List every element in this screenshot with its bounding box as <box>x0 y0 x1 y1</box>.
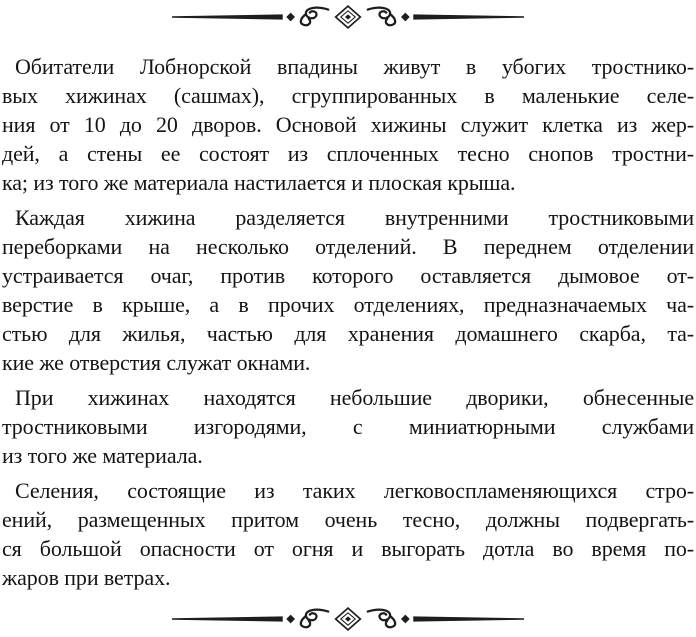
text-line: жаров при ветрах. <box>2 565 171 590</box>
paragraph-3 <box>2 383 694 470</box>
text-line: ка; из того же материала настилается и плоская крыша. <box>2 170 516 195</box>
paragraph-2 <box>2 203 694 377</box>
fleuron-divider-icon <box>170 4 526 30</box>
text-line: ния от 10 до 20 дворов. Основой хижины служит клетка из жер- <box>2 112 694 137</box>
text-line: устраивается очаг, против которого оставляется дымовое от- <box>2 263 694 288</box>
fleuron-divider-icon <box>170 606 526 632</box>
text-line: вых хижинах (сашмах), сгруппированных в маленькие селе- <box>2 83 694 108</box>
text-line: Селения, состоящие из таких легковоспламеняющихся стро- <box>15 478 694 503</box>
paragraph-1 <box>2 52 694 197</box>
top-divider-ornament <box>0 0 696 30</box>
page-text <box>0 52 696 592</box>
text-line: стью для жилья, частью для хранения домашнего скарба, та- <box>2 321 694 346</box>
text-line: ений, размещенных притом очень тесно, должны подвергать- <box>2 507 694 532</box>
text-line: дей, а стены ее состоят из сплоченных тесно снопов тростни- <box>2 141 694 166</box>
bottom-divider-ornament <box>0 606 696 632</box>
text-line: переборками на несколько отделений. В переднем отделении <box>2 234 694 259</box>
text-line: из того же материала. <box>2 443 203 468</box>
text-line: кие же отверстия служат окнами. <box>2 350 311 375</box>
text-line: При хижинах находятся небольшие дворики, обнесенные <box>15 385 694 410</box>
text-line: тростниковыми изгородями, с миниатюрными службами <box>2 414 694 439</box>
text-line: ся большой опасности от огня и выгорать дотла во время по- <box>2 536 694 561</box>
text-line: Обитатели Лобнорской впадины живут в убогих тростнико- <box>15 54 694 79</box>
paragraph-4 <box>2 476 694 592</box>
text-line: Каждая хижина разделяется внутренними тростниковыми <box>15 205 694 230</box>
text-line: верстие в крыше, а в прочих отделениях, предназначаемых ча- <box>2 292 694 317</box>
